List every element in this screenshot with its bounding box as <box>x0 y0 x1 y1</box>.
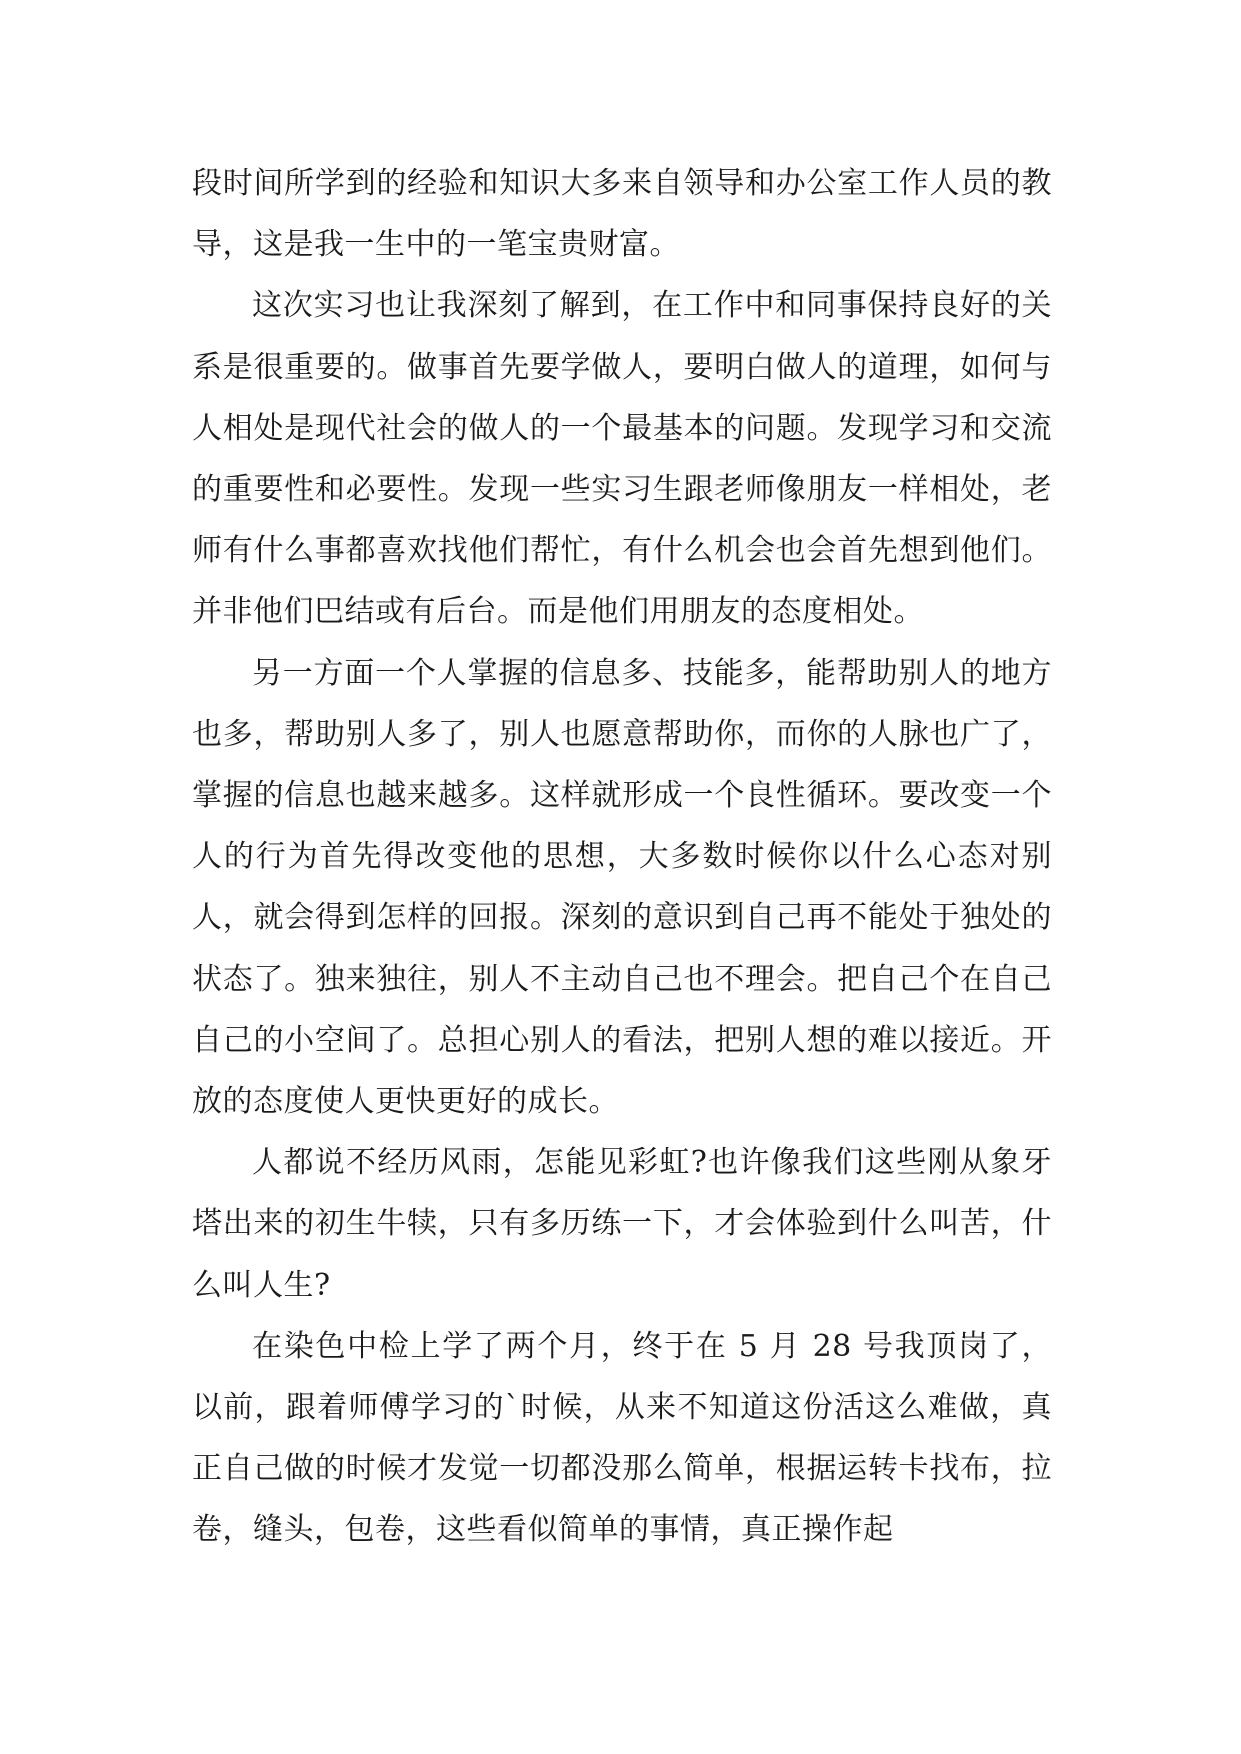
paragraph-5: 在染色中检上学了两个月，终于在 5 月 28 号我顶岗了，以前，跟着师傅学习的`时候，从来不知道这份活这么难做，真正自己做的时候才发觉一切都没那么简单，根据运转卡找布，拉卷，缝头，包卷，这些看似简单的事情，真正操作起 <box>192 1328 1052 1548</box>
paragraph-2: 这次实习也让我深刻了解到，在工作中和同事保持良好的关系是很重要的。做事首先要学做人，要明白做人的道理，如何与人相处是现代社会的做人的一个最基本的问题。发现学习和交流的重要性和必要性。发现一些实习生跟老师像朋友一样相处，老师有什么事都喜欢找他们帮忙，有什么机会也会首先想到他们。并非他们巴结或有后台。而是他们用朋友的态度相处。 <box>192 288 1052 630</box>
paragraph-4: 人都说不经历风雨，怎能见彩虹?也许像我们这些刚从象牙塔出来的初生牛犊，只有多历练一下，才会体验到什么叫苦，什么叫人生? <box>192 1145 1052 1303</box>
document-page <box>192 153 1052 1561</box>
paragraph-1: 段时间所学到的经验和知识大多来自领导和办公室工作人员的教导，这是我一生中的一笔宝贵财富。 <box>192 166 1052 263</box>
paragraph-3: 另一方面一个人掌握的信息多、技能多，能帮助别人的地方也多，帮助别人多了，别人也愿意帮助你，而你的人脉也广了，掌握的信息也越来越多。这样就形成一个良性循环。要改变一个人的行为首先得改变他的思想，大多数时候你以什么心态对别人，就会得到怎样的回报。深刻的意识到自己再不能处于独处的状态了。独来独往，别人不主动自己也不理会。把自己个在自己自己的小空间了。总担心别人的看法，把别人想的难以接近。开放的态度使人更快更好的成长。 <box>192 655 1052 1120</box>
